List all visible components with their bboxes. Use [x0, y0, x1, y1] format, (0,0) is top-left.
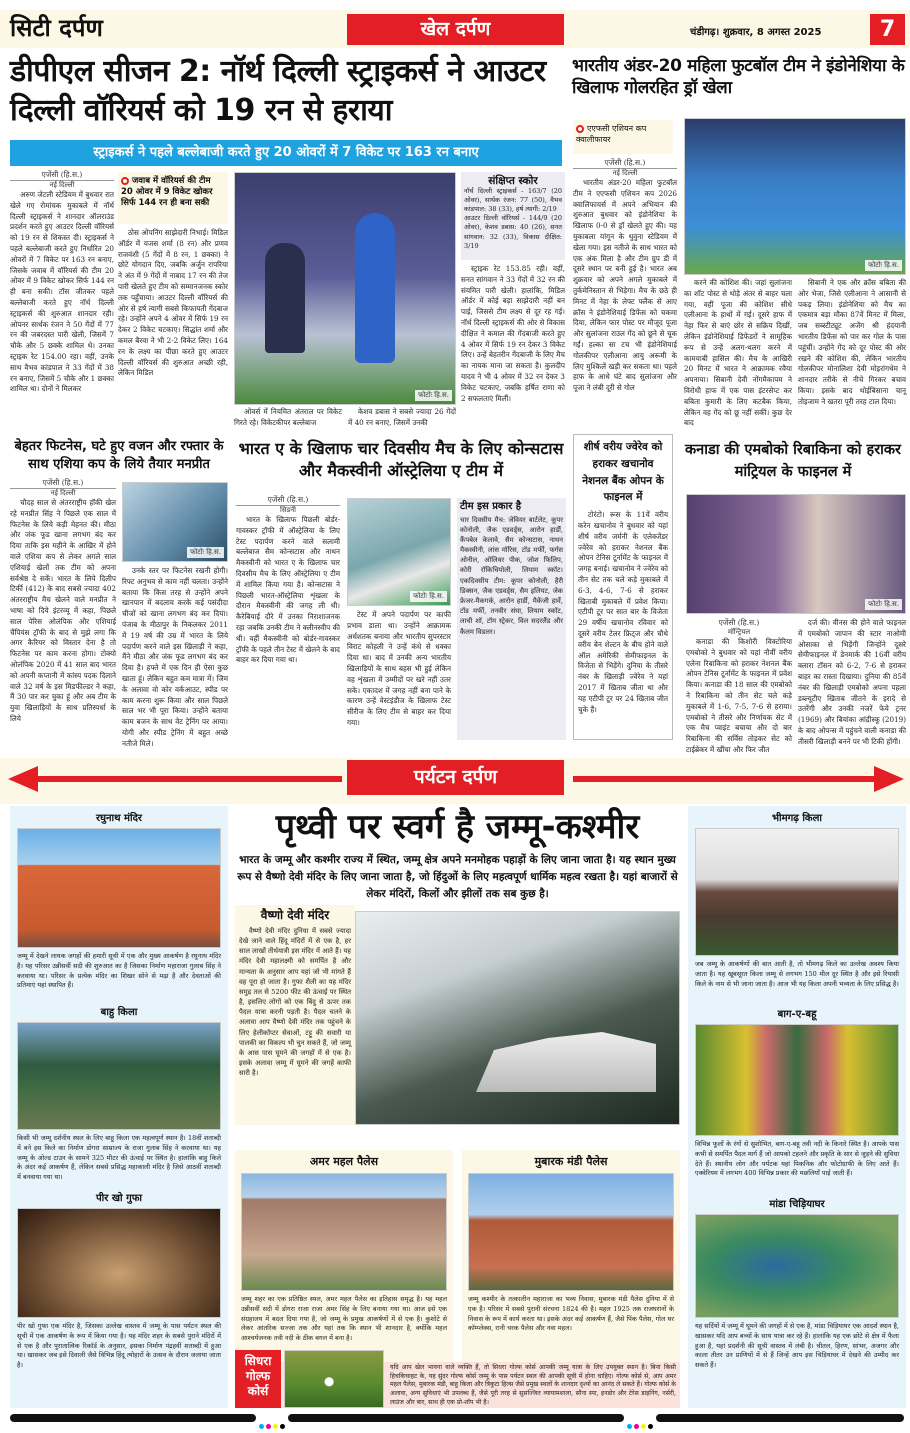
score-line: नॉर्थ दिल्ली स्ट्राइकर्स - 163/7 (20 ओवर), सार्थक रंजन: 77 (50), वैभव कांडपाल: 38 (33), हर्ष त्यागी: 2/19	[464, 187, 562, 214]
vaishno-devi-photo	[355, 911, 680, 1125]
manpreet-headline: बेहतर फिटनेस, घटे हुए वजन और रफ्तार के साथ एशिया कप के लिये तैयार मनप्रीत	[14, 439, 224, 472]
manpreet-column-2	[122, 566, 228, 748]
australia-column-2	[347, 610, 451, 740]
place: नई दिल्ली	[10, 180, 114, 190]
dpl-column-1	[10, 170, 114, 426]
place-title: बाग-ए-बहू	[777, 1009, 817, 1020]
byline: एजेंसी (हि.स.)	[267, 495, 309, 504]
place-title: भीमगढ़ किला	[772, 813, 822, 824]
peer-kho-cave-photo	[17, 1208, 221, 1318]
dpl-column-5	[461, 264, 565, 426]
article-text: कनाडा की किशोरी विक्टोरिया एमबोको ने बुधवार को यहां नौवीं वरीय एलेना रिबाकिना को हराकर नेशनल बैंक ओपन टेनिस टूर्नामेंट के फाइनल में प्रवेश किया। कनाडा की 18 साल की एमबोको ने रिबाकिना को तीन सेट चले कड़े मुकाबले में 1-6, 7-5, 7-6 से हराया। एमबोको ने तीसरे और निर्णायक सेट में एक मैच प्वाइंट बचाया और दो बार रिबाकिना की सर्विस तोड़कर सेट को टाईब्रेकर में खींचा और फिर जीत	[686, 637, 792, 754]
vaishno-devi-box	[235, 905, 355, 1125]
manpreet-column-1	[10, 478, 116, 740]
canada-headline: कनाडा की एमबोको रिबाकिना को हराकर मांट्रियल के फाइनल में	[685, 442, 901, 480]
bhimgarh-fort-photo	[695, 828, 899, 956]
golf-course-text: यदि आप खेल भावना वाले व्यक्ति हैं, तो सिधरा गोल्फ कोर्स आपकी जम्मू यात्रा के लिए उपयुक्त स्थान है। बिना किसी हिचकिचाहट के, यह सुंदर गोल्फ कोर्स जम्मू के पास पर्यटन स्थल की आपकी सूची में होना चाहिए। गोल्फ कोर्स से, आप अमर महल पैलेस, मुबारक मंडी, बाहु किला और त्रिकुटा हिल्स जैसे प्रमुख स्थलों के शानदार दृश्यों का आनंद ले सकते हैं। गोल्फ कोर्स के अलावा, अन्य सुविधाएं भी उपलब्ध हैं, जैसे पूरी तरह से सुसज्जित व्यायामशाला, सौना स्पा, इनडोर और टेरेस डाइनिंग, नर्सरी, लाउंज और बार, साथ ही एक प्रो-शॉप भी है।	[390, 1364, 676, 1406]
place: नई दिल्ली	[10, 488, 116, 498]
place-text: जम्मू कश्मीर के तत्कालीन महाराजा का भव्य निवास, मुबारक मंडी पैलेस दुनिया में से एक है। परिसर में सबसे पुरानी संरचना 1824 की है। महल 1925 तक राजघरानों के निवास के रूप में कार्य करता था। इसके अंदर कई आकर्षण हैं, जैसे पिंक पैलेस, गोल घर कॉम्प्लेक्स, रानी चरक पैलेस और नवा महल।	[468, 1295, 674, 1333]
article-text: चौदह साल से अंतरराष्ट्रीय हॉकी खेल रहे मनप्रीत सिंह ने पिछले एक साल में फिटनेस के लिये कड़ी मेहनत की। मीठा और जंक फूड खाना लगभग बंद कर दिया ताकि इस महीने के आखिर में होने वाले एशिया कप से लेकर अगले साल एशियाई खेलों तक टीम को अपना सर्वश्रेष्ठ दे सकें। भारत के लिये दिलीप टिर्की (412) के बाद सबसे ज्यादा 402 अंतरराष्ट्रीय मैच खेलने वाले मनप्रीत ने भाषा को दिये इंटरव्यू में कहा, पिछले साल पेरिस ओलंपिक और एशियाई चैंपियंस ट्रॉफी के बाद से मुझे लगा कि अगर कैरियर को विस्तार देना है तो फिटनेस पर काम करना होगा। टोक्यो ओलंपिक 2020 में 41 साल बाद भारत को अपनी कप्तानी में कांस्य पदक दिलाने वाले 32 वर्ष के इस मिडफील्डर ने कहा, मैं 30 पार कर चुका हूं और अब टीम के युवा खिलाड़ियों के साथ प्रतिस्पर्धा के लिये	[10, 498, 116, 723]
football-column-3	[798, 278, 906, 426]
team-list: चार दिवसीय मैच: जेवियर बार्टलेट, कूपर कोनोली, जैक एडवर्ड्स, आरोन हार्डी, कैंपबेल केलावे, सैम कोन्सटास, नाथन मैकस्वीनी, लांस मॉरिस, टॉड मर्फी, फर्गस ओनील, ओलिवर पीक, जोश फिलिप, कोरी रॉकिचियोली, लियाम स्कॉट। एकदिवसीय टीम: कूपर कोनोली, हैरी डिक्सन, जैक एडवर्ड्स, सैम इलियट, जेक फ्रेजर-मैकगर्क, आरोन हार्डी, मैकेंजी हार्वे, टॉड मर्फी, तनवीर संघा, लियाम स्कॉट, लाची शॉ, टॉम स्ट्रेकर, विल सदरलैंड और कैलम विडलर।	[460, 515, 563, 636]
article-text: भारत के खिलाफ पिछली बोर्डर-गावस्कर ट्रॉफी में ऑस्ट्रेलिया के लिए टेस्ट पदार्पण करने वाले सलामी बल्लेबाज सैम कोन्सटास और नाथन मैकस्वीनी को भारत ए के खिलाफ चार दिवसीय मैच के लिए ऑस्ट्रेलिया ए टीम में शामिल किया गया है। कोन्सटास ने पिछली भारत-ऑस्ट्रेलिया शृंखला के दौरान मैकस्वीनी की जगह ली थी। कैरेबियाई दौरे में उनका निराशाजनक रहा जबकि उनकी टीम ने क्लीनस्वीप की थी। वहीं मैकस्वीनी को बोर्डर-गावस्कर ट्रॉफी के पहले तीन टेस्ट में खेलने के बाद बाहर कर दिया गया था।	[236, 515, 340, 665]
place-text: जब जम्मू के आकर्षणों की बात आती है, तो भीमगढ़ किले का उल्लेख अवश्य किया जाता है। यह खूबसूरत किला जम्मू से लगभग 150 मील दूर स्थित है और इसे रियासी किले के नाम से भी जाना जाता है। आज भी यह किला अपनी भव्यता के लिए प्रसिद्ध है।	[695, 960, 899, 988]
place-title: पीर खो गुफा	[95, 1193, 143, 1204]
team-title: टीम इस प्रकार है	[460, 501, 522, 512]
article-text: ठोस ओपनिंग साझेदारी निभाई। मिडिल ऑर्डर में यजस शर्मा (8 रन) और प्रणव राजवंशी (5 गेंदों में 8 रन, 1 छक्का) ने छोटे योगदान दिए, जबकि अर्जुन रापरिया ने अंत में 9 गेंदों में नाबाद 17 रन की तेज पारी खेलते हुए टीम को सम्मानजनक स्कोर तक पहुँचाया। आउटर दिल्ली वॉरियर्स की ओर से हर्ष त्यागी सबसे किफायती गेंदबाज रहे। उन्होंने अपने 4 ओवर में सिर्फ 19 रन देकर 2 विकेट चटकाए। सिद्धांत शर्मा और कमल बैरवा ने भी 2-2 विकेट लिए। 164 रन के लक्ष्य का पीछा करते हुए आउटर दिल्ली वॉरियर्स की शुरुआत अच्छी रही, लेकिन मिडिल	[118, 228, 228, 378]
newspaper-logo: सिटी दर्पण	[10, 13, 103, 42]
place-title: अमर महल पैलेस	[309, 1155, 379, 1168]
golf-course-title: सिधरा गोल्फ कोर्स	[235, 1350, 281, 1408]
article-text: उनके स्तर पर फिटनेस रखनी होगी। रिफ्ट अनुभव से काम नहीं चलता। उन्होंने बताया कि किस तरह से उन्होंने अपने खानपान में बदलाव करके कई पसंदीदा चीजों को खाना लगभग बंद कर दिया। पंजाब के मीठापुर के निकलकर 2011 में 19 वर्ष की उम्र में भारत के लिये पदार्पण करने वाले इस खिलाड़ी ने कहा, मैंने मीठा और जंक फूड लगभग बंद कर दिया है। हफ्ते में एक दिन ही ऐसा कुछ खाता हूं। लेकिन बहुत कम मात्रा में। जिम के अलावा वो कोर वर्कआउट, स्पीड पर काम करना शुरू किया और साल पिछले साल भर भी पूरा किया। उन्होंने बताया काम बजन के साथ वेट ट्रेनिंग पर आया। योगी और स्पीड ट्रेनिंग में बहुत अच्छे नतीजे मिले।	[122, 566, 228, 748]
australia-column-1	[236, 495, 340, 740]
cricket-photo	[234, 172, 456, 405]
khachanov-headline: शीर्ष वरीय ज्वेरेव को हराकर खचानोव नेशनल बैंक ओपन के फाइनल में	[582, 441, 664, 504]
place-text: किसी भी जम्मू दर्शनीय स्थल के लिए बाहु किला एक महत्वपूर्ण स्थान है। 18वीं शताब्दी में बने इस किले का निर्माण डोगरा साम्राज्य के राजा गुलाब सिंह ने करवाया था। यह जम्मू के ओल्ड टाउन के सामने 325 मीटर की ऊंचाई पर स्थित है। हालांकि बाहु किले के अंदर कई आकर्षण हैं, लेकिन सबसे प्रसिद्ध महाकाली मंदिर है जिसे आठवीं शताब्दी में बनवाया गया था।	[17, 1134, 221, 1181]
manpreet-photo	[122, 482, 228, 562]
amar-mahal-photo	[241, 1173, 447, 1291]
score-line: आउटर दिल्ली वॉरियर्स - 144/9 (20 ओवर), केशव डबास: 40 (26), सनत सांगवान: 32 (33), विकास दीक्षित: 3/19	[464, 214, 562, 250]
konstas-photo	[347, 498, 451, 606]
tourism-left-column	[10, 806, 228, 1408]
bullet-ring-icon	[121, 177, 129, 185]
temple-buildings	[476, 1032, 656, 1092]
color-registration-dots	[258, 1414, 286, 1433]
football-tag	[573, 120, 673, 154]
registration-bar	[10, 1414, 256, 1422]
football-headline: भारतीय अंडर-20 महिला फुटबॉल टीम ने इंडोनेशिया के खिलाफ गोलरहित ड्रॉ खेला	[572, 56, 905, 99]
bullet-ring-icon	[576, 125, 584, 133]
article-text: टोरंटो। रूस के 11वें वरीय करेन खचानोव ने बुधवार को यहां शीर्ष वरीय जर्मनी के एलेक्जेंडर ज्वेरेव को हराकर नेशनल बैंक ओपन टेनिस टूर्नामेंट के फाइनल में जगह बनाई। खचानोव ने ज्वेरेव को तीन सेट तक चले कड़े मुकाबले में 6-3, 4-6, 7-6 से हराकर खिताबी मुकाबले में प्रवेश किया। एटीपी टूर पर सात बार के विजेता 29 वर्षीय खचानोव रविवार को दूसरे वरीय टेलर फ्रिट्ज और चौथे वरीय बेन शेल्टन के बीच होने वाले ऑल अमेरिकी सेमीफाइनल के विजेता से भिड़ेंगे। दुनिया के तीसरे नंबर के खिलाड़ी ज्वेरेव ने यहां 2017 में खिताब जीता था और यह एटीपी टूर पर 24 खिताब जीत चुके हैं।	[578, 510, 668, 714]
place: सिडनी	[236, 505, 340, 515]
tourism-intro: भारत के जम्मू और कश्मीर राज्य में स्थित, जम्मू क्षेत्र अपने मनमोहक पहाड़ों के लिए जाना जाता है। यह स्थान मुख्य रूप से वैष्णो देवी मंदिर के लिए जाना जाता है, जो हिंदुओं के लिए महत्वपूर्ण धार्मिक महत्व रखता है। यहां बाजारों से लेकर मंदिरों, किलों और झीलों तक सब कुछ है।	[237, 854, 678, 900]
bahu-fort-photo	[17, 1022, 221, 1130]
article-text: सिबानी ने एक और क्रॉस बबिता की ओर भेजा, जिसे एलीआना ने आसानी से पकड़ लिया। इंडोनेशिया को मैच का एकमात्र बड़ा मौका 87वें मिनट में मिला, जब सब्स्टीट्यूट अजेंग श्री हंदयानी भारतीय डिफेंस को पार कर गोल के पास पहुंचीं। उन्होंने गेंद को दूर पोस्ट की ओर रखने की कोशिश की, लेकिन भारतीय गोलकीपर मोनालिशा देवी मोइरांगथेम ने शानदार तरीके से नीचे गिरकर बचाव किया। इसके बाद थोईबिसाना चानू तोइजाम ने खतरा पूरी तरह टाल दिया।	[798, 278, 906, 406]
football-team-photo	[684, 118, 906, 275]
khachanov-box	[573, 434, 673, 740]
article-text: केशव डबास ने सबसे ज्यादा 26 गेंदों में 40 रन बनाए, जिसमें उनकी	[348, 407, 456, 427]
raghunath-temple-photo	[17, 828, 221, 948]
mubarak-mandi-box	[462, 1150, 680, 1390]
wicketkeeper-figure	[265, 243, 305, 353]
registration-bar	[656, 1414, 904, 1422]
page-number: 7	[870, 14, 905, 45]
article-text: स्ट्राइक रेट 153.85 रही। वहीं, सनत सांगवान ने 33 गेंदों में 32 रन की संयमित पारी खेली। हालांकि, मिडिल ऑर्डर में कोई बड़ा साझेदारी नहीं बन पाई, जिससे टीम लक्ष्य से दूर रह गई। नॉर्थ दिल्ली स्ट्राइकर्स की ओर से विकास दीक्षित ने कमाल की गेंदबाजी करते हुए 4 ओवर में सिर्फ 19 रन देकर 3 विकेट लिए। उन्हें बेहतरीन गेंदबाजी के लिए मैच का नायक माना जा सकता है। कुलदीप यादव ने भी 4 ओवर में 32 रन देकर 3 विकेट चटकाए, जबकि हर्षित राणा को 2 सफलताएं मिलीं।	[461, 264, 565, 403]
tennis-photo	[686, 494, 906, 614]
canada-column-1	[686, 618, 792, 754]
place-text: पीर खो गुफा एक मंदिर है, जिसका उल्लेख वास्तव में जम्मू के पास पर्यटन स्थल की सूची में एक आकर्षण के रूप में किया गया है। यह मंदिर शहर के सबसे पुराने मंदिरों में से एक है और पुरातात्विक रिकॉर्ड के अनुसार, इसका निर्माण पंद्रहवीं शताब्दी में हुआ था। खासकर जब इसे दिवाली जैसे विभिन्न हिंदू त्योहारों के उत्सव के दौरान जलाया जाता है।	[17, 1322, 221, 1369]
dpl-column-2	[118, 228, 228, 426]
place: मॉन्ट्रियल	[727, 628, 751, 636]
tag-text: एएफसी एशियन कप क्वालीफायर	[576, 124, 647, 144]
australia-headline: भारत ए के खिलाफ चार दिवसीय मैच के लिए कोन्सटास और मैकस्वीनी ऑस्ट्रेलिया ए टीम में	[238, 439, 564, 480]
byline: एजेंसी (हि.स.)	[718, 618, 760, 627]
place: नई दिल्ली	[573, 168, 677, 178]
manda-zoo-peacock-photo	[695, 1214, 899, 1318]
color-registration-dots	[626, 1414, 654, 1433]
team-list-box	[457, 498, 566, 740]
batsman-figure	[355, 213, 395, 363]
place-text: विभिन्न फूलों के रंगों से सुशोभित, बाग-ए-बहू तवी नदी के किनारे स्थित है। आपके पास कभी से समर्पित पैदल मार्ग हैं जो आपको टहलने और प्रकृति के सार से जुड़ने की सुविधा देते हैं। स्थानीय लोग और पर्यटक यहां पिकनिक और फोटोग्राफी के लिए आते हैं। एक्वेरियम में लगभग 400 विभिन्न प्रकार की मछलियाँ पाई जाती हैं।	[695, 1140, 900, 1178]
football-column-1	[573, 158, 677, 426]
dateline: चंडीगढ़। शुक्रवार, 8 अगस्त 2025	[690, 27, 822, 38]
byline: एजेंसी (हि.स.)	[604, 158, 646, 167]
dpl-subhead: स्ट्राइकर्स ने पहले बल्लेबाजी करते हुए 20 ओवरों में 7 विकेट पर 163 रन बनाए	[10, 140, 562, 166]
place-text: जम्मू शहर का एक प्रतिष्ठित स्थल, अमर महल पैलेस का इतिहास समृद्ध है। यह महल उन्नीसवीं सदी में डोगरा राजा राजा अमर सिंह के लिए बनाया गया था। आज इसे एक संग्रहालय में बदल दिया गया है, जो जम्मू के प्रमुख आकर्षणों में से एक है। कुशोटे से लेकर आंतरिक सज्जा तक और यहां तक कि स्थान भी शानदार है, क्योंकि महल आश्चर्यजनक तवी नदी के ठीक बगल में बना है।	[241, 1295, 447, 1342]
place-title: बाहु किला	[100, 1007, 138, 1018]
place-title: मांडा चिड़ियाघर	[769, 1199, 825, 1210]
photo-credit: फोटोः हि.स.	[865, 260, 902, 271]
football-column-2	[684, 278, 792, 426]
place-text: जम्मू में देखने लायक जगहों की हमारी सूची में एक और मुख्य आकर्षण है रघुनाथ मंदिर है। यह परिसर उन्नीसवीं सदी की शुरुआत का है जिसका निर्माण महाराजा गुलाब सिंह ने करवाया था। परिसर के प्रत्येक मंदिर का शिखर सोने से मढ़ा है और देवताओं की प्रतिमाएं यहां स्थापित हैं।	[17, 952, 221, 990]
place-title: वैष्णो देवी मंदिर	[260, 908, 330, 922]
article-text: अरुण जेटली स्टेडियम में बुधवार रात खेले गए रोमांचक मुकाबले में नॉर्थ दिल्ली स्ट्राइकर्स ने शानदार ऑलराउंड प्रदर्शन करते हुए आउटर दिल्ली वॉरियर्स को 19 रन से शिकस्त दी। स्ट्राइकर्स ने पहले बल्लेबाजी करते हुए निर्धारित 20 ओवरों में 7 विकेट पर 163 रन बनाए, जिसके जवाब में वॉरियर्स की टीम 20 ओवर में 9 विकेट खोकर सिर्फ 144 रन ही बना सकी। टॉस जीतकर पहले बल्लेबाजी करते हुए नॉर्थ दिल्ली स्ट्राइकर्स की शुरुआत शानदार रही। ओपनर सार्थक रंजन ने 50 गेंदों में 77 रन की जबरदस्त पारी खेली, जिसमें 7 चौके और 5 छक्के शामिल थे। उनका स्ट्राइक रेट 154.00 रहा। वहीं, उनके साथ वैभव कांडपाल ने 33 गेंदों में 38 रन बनाए, जिसमें 5 चौके और 1 छक्का शामिल था। दोनों ने मिलकर	[10, 190, 114, 394]
photo-credit: फोटोः हि.स.	[415, 390, 452, 401]
article-text: दर्ज की। वीनस की होने वाले फाइनल में एमबोको जापान की स्टार नाओमी ओसाका से भिड़ेंगी जिन्होंने दूसरे सेमीफाइनल में डेनमार्क की 16वीं वरीय क्लारा टॉसन को 6-2, 7-6 से हराकर बाहर का रास्ता दिखाया। दुनिया की 85वें नंबर की खिलाड़ी एमबोको अपना पहला डब्ल्यूटीए खिताब जीतने के इरादे से उतरेंगी और उनकी नजरें फेये ट्रनर (1969) और बियांका आंद्रीस्कू (2019) के बाद ओपन्स में पहुंचने वाली कनाडा की तीसरी खिलाड़ी बनने पर भी टिकी होंगी।	[798, 618, 906, 746]
tourism-section-label: पर्यटन दर्पण	[347, 760, 564, 795]
dpl-column-3	[234, 407, 342, 427]
photo-credit: फोटोः हि.स.	[865, 599, 902, 610]
byline: एजेंसी (हि.स.)	[41, 170, 83, 179]
article-text: करने की कोशिश की। जहां सुलांजना का शॉट पोस्ट से थोड़े अंतर से बाहर चला गया, वहीं पूजा की कोशिश सीधे एलीआना के हाथों में गई। दूसरे हाफ में नेहा फिर से बाएं छोर से सक्रिय दिखीं, लेकिन इंडोनेशियाई डिफेंडरों ने सामूहिक रूप से उन्हें अलग-थलग करने में कामयाबी हासिल की। मैच के आखिरी 20 मिनट में भारत ने आक्रामक रवैया अपनाया। सिबानी देवी नोंगमैकापम ने विरोधी हाफ में एक पास इंटरसेप्ट कर बबिता कुमारी के लिए कटबैक किया, लेकिन वह गेंद को छू नहीं सकीं। कुछ देर बाद	[684, 278, 792, 428]
score-box	[461, 172, 565, 260]
dpl-headline: डीपीएल सीजन 2: नॉर्थ दिल्ली स्ट्राइकर्स ने आउटर दिल्ली वॉरियर्स को 19 रन से हराया	[10, 54, 546, 128]
place-text: यह सर्दियों में जम्मू में घूमने की जगहों में से एक है, मांडा चिड़ियाघर एक आदर्श स्थान है, खासकर यदि आप बच्चों के साथ यात्रा कर रहे हैं। हालांकि यह एक छोटे से क्षेत्र में फैला हुआ है, यहां प्रदर्शनी की सूची वास्तव में लंबी है। चीतल, हिरण, सांभर, अजगर और काला तीतर उन प्राणियों में से हैं जिन्हें आप इस चिड़ियाघर में देखने की उम्मीद कर सकते हैं।	[695, 1322, 899, 1369]
dpl-column-4	[348, 407, 456, 427]
photo-credit: फोटोः हि.स.	[410, 591, 447, 602]
place-title: रघुनाथ मंदिर	[96, 813, 142, 824]
registration-bar	[288, 1414, 624, 1422]
highlight-text: जवाब में वॉरियर्स की टीम 20 ओवर में 9 विकेट खोकर सिर्फ 144 रन ही बना सकी	[121, 176, 213, 208]
article-text: ओवर्स में नियमित अंतराल पर विकेट गिरते रहे। विकेटकीपर बल्लेबाज	[234, 407, 342, 427]
tourism-right-column	[688, 806, 906, 1408]
article-text: टेस्ट में अपने पदार्पण पर काफी प्रभाव डाला था। उन्होंने आक्रामक अर्धशतक बनाया और भारतीय सुपरस्टार विराट कोहली ने उन्हें कंधे से धक्का दिया था। बाद में उनकी अन्य भारतीय खिलाड़ियों के साथ बहस भी हुई लेकिन वह शृंखला में उम्मीदों पर खरे नहीं उतर सके। एकादश में जगह नहीं बना पाने के कारण उन्हें वेस्टइंडीज के खिलाफ टेस्ट सीरीज के लिए टीम से बाहर कर दिया गया।	[347, 610, 451, 727]
tourism-headline: पृथ्वी पर स्वर्ग है जम्मू-कश्मीर	[275, 807, 640, 847]
score-title: संक्षिप्त स्कोर	[488, 175, 538, 187]
canada-column-2	[798, 618, 906, 746]
photo-credit: फोटोः हि.स.	[187, 547, 224, 558]
mubarak-mandi-photo	[468, 1173, 674, 1291]
place-text: वैष्णो देवी मंदिर दुनिया में सबसे ज्यादा देखे जाने वाले हिंदू मंदिरों में से एक है, हर साल लाखों तीर्थयात्री इस मंदिर में आते हैं। यह मंदिर देवी महालक्ष्मी को समर्पित है और मान्यता के अनुसार आप यहां जो भी मांगते हैं वह पूरा हो जाता है। गुफा शैली का यह मंदिर समुद्र तल से 5200 फीट की ऊंचाई पर स्थित है, इसलिए लोगों को एक बिंदु से ऊपर तक पैदल यात्रा करनी पड़ती है। पैदल चलने के अलावा आप वैष्णो देवी मंदिर तक पहुंचने के लिए हेलीकॉप्टर सेवाओं, टट्टू की सवारी या पालकी का विकल्प भी चुन सकते हैं, जो जम्मू के आस पास घूमने की जगहों में से एक है। इसके अलावा जम्मू में घूमने की जगहें काफी सारी है।	[239, 926, 351, 1078]
place-title: मुबारक मंडी पैलेस	[534, 1155, 608, 1168]
byline: एजेंसी (हि.स.)	[42, 478, 84, 487]
article-text: भारतीय अंडर-20 महिला फुटबॉल टीम ने एएफसी एशियन कप 2026 क्वालिफायर्स में अपने अभियान की शुरुआत बुधवार को इंडोनेशिया के खिलाफ 0-0 से ड्रॉ खेलते हुए की। यह मुकाबला यांगून के थुवुना स्टेडियम में खेला गया। इस नतीजे के साथ भारत को एक अंक मिला है और टीम ग्रुप डी में दूसरे स्थान पर बनी हुई है। भारत अब शुक्रवार को अपने अगले मुकाबले में तुर्कमेनिस्तान से भिड़ेगा। मैच के छठे ही मिनट में नेहा के लेफ्ट फ्लैंक से आए क्रॉस ने इंडोनेशियाई डिफेंस को चकमा दिया, लेकिन फार पोस्ट पर मौजूद पूजा और सुलांजना राउल गेंद को छूने से चूक गईं। हल्का सा टच भी इंडोनेशियाई गोलकीपर एलीआना आयु अरूमी के लिए मुश्किलें खड़ी कर सकता था। पहले हाफ के आधे घंटे बाद सुलांजना और पूजा ने लंबी दूरी से गोल	[573, 178, 677, 393]
golf-course-photo	[284, 1350, 384, 1408]
dpl-highlight-box	[118, 172, 228, 224]
bagh-e-bahu-photo	[695, 1024, 899, 1136]
section-label: खेल दर्पण	[347, 14, 564, 45]
